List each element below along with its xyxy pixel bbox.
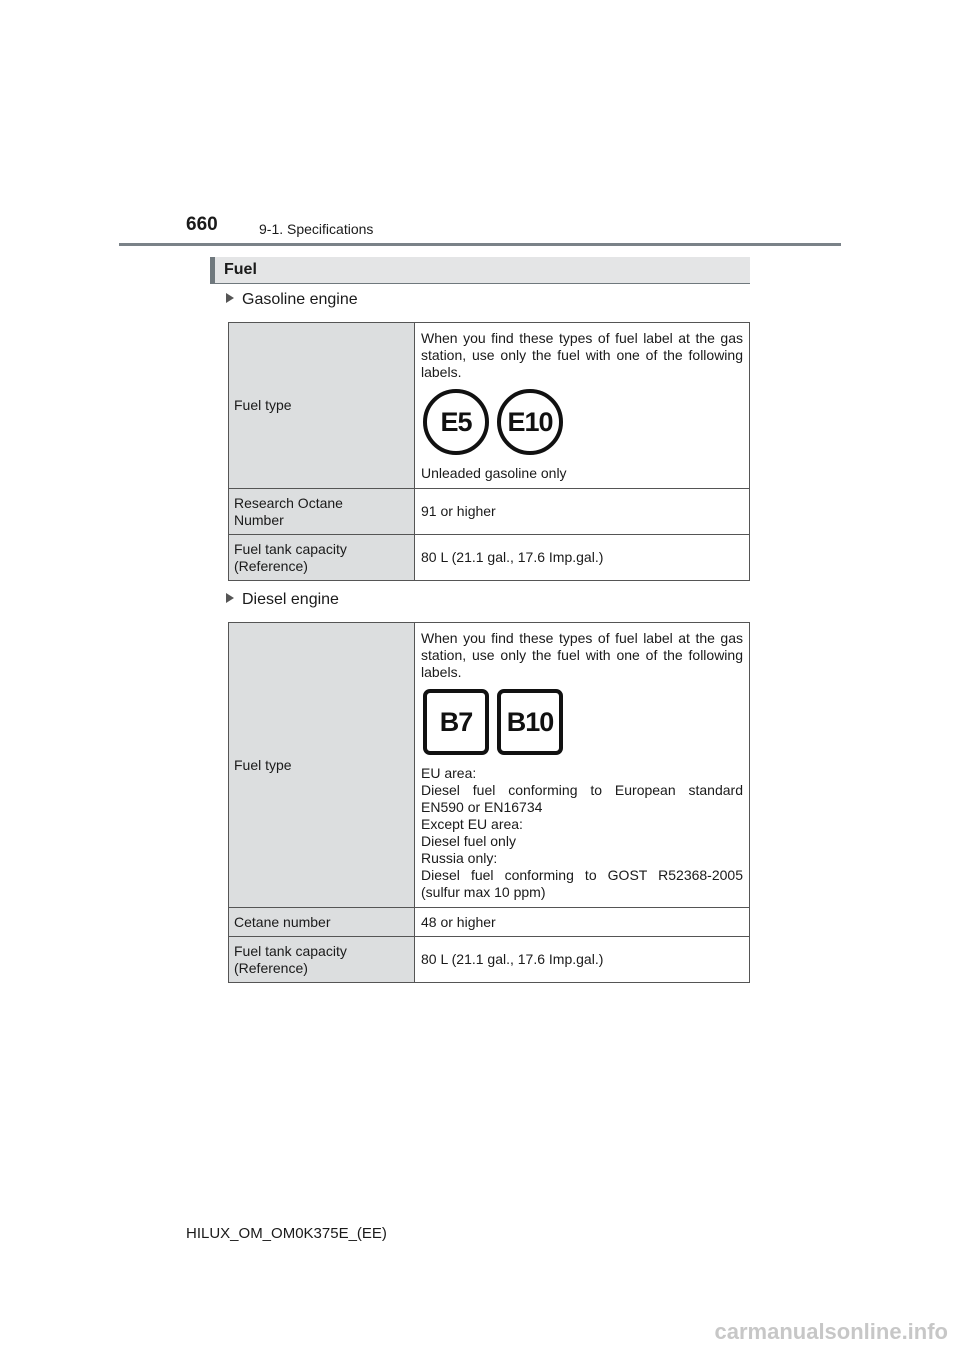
diesel-fuel-type-intro: When you find these types of fuel label at the gas station, use only the fuel with one of the following labels. <box>421 630 743 680</box>
b10-fuel-label-icon: B10 <box>497 689 563 755</box>
gasoline-capacity-value: 80 L (21.1 gal., 17.6 Imp.gal.) <box>415 535 750 581</box>
gasoline-fuel-type-note: Unleaded gasoline only <box>421 465 567 481</box>
octane-label <box>229 489 415 535</box>
diesel-note-non-eu-text: Diesel fuel only <box>421 833 516 849</box>
gasoline-capacity-label-line-1: Fuel tank capacity <box>234 540 347 557</box>
gasoline-spec-table <box>228 322 750 581</box>
e5-fuel-label-icon: E5 <box>423 389 489 455</box>
watermark: carmanualsonline.info <box>714 1319 948 1344</box>
footer-document-code: HILUX_OM_OM0K375E_(EE) <box>186 1225 387 1242</box>
triangle-bullet-icon <box>226 593 234 603</box>
diesel-note-russia-heading: Russia only: <box>421 850 498 866</box>
diesel-fuel-labels <box>423 689 743 755</box>
table-row <box>229 323 750 489</box>
diesel-note-eu-heading: EU area: <box>421 765 477 781</box>
table-row <box>229 489 750 535</box>
gasoline-engine-subhead <box>226 291 358 309</box>
table-row <box>229 623 750 908</box>
diesel-note-russia-text: Diesel fuel conforming to GOST R52368-2005 (sulfur max 10 ppm) <box>421 867 743 900</box>
octane-label-line-1: Research Octane <box>234 494 343 511</box>
diesel-capacity-label-line-1: Fuel tank capacity <box>234 942 347 959</box>
e10-fuel-label-icon: E10 <box>497 389 563 455</box>
octane-label-line-2: Number <box>234 511 284 528</box>
gasoline-capacity-label-line-2: (Reference) <box>234 557 308 574</box>
diesel-fuel-type-value <box>415 623 750 908</box>
triangle-bullet-icon <box>226 293 234 303</box>
diesel-note-eu-text: Diesel fuel conforming to European standard EN590 or EN16734 <box>421 782 743 815</box>
page-number: 660 <box>186 214 218 235</box>
table-row <box>229 908 750 937</box>
fuel-heading-text: Fuel <box>224 261 257 278</box>
section-title: 9-1. Specifications <box>259 221 374 237</box>
diesel-engine-subhead <box>226 591 339 609</box>
fuel-heading <box>210 257 750 284</box>
gasoline-fuel-type-label: Fuel type <box>229 323 415 489</box>
table-row <box>229 535 750 581</box>
b7-fuel-label-icon: B7 <box>423 689 489 755</box>
octane-value: 91 or higher <box>415 489 750 535</box>
gasoline-fuel-type-value <box>415 323 750 489</box>
cetane-label: Cetane number <box>229 908 415 937</box>
diesel-capacity-value: 80 L (21.1 gal., 17.6 Imp.gal.) <box>415 937 750 983</box>
diesel-spec-table <box>228 622 750 983</box>
gasoline-engine-title: Gasoline engine <box>242 291 358 308</box>
table-row <box>229 937 750 983</box>
header-rule <box>119 243 841 246</box>
gasoline-capacity-label <box>229 535 415 581</box>
cetane-value: 48 or higher <box>415 908 750 937</box>
gasoline-fuel-type-intro: When you find these types of fuel label at the gas station, use only the fuel with one of the following labels. <box>421 330 743 380</box>
diesel-fuel-type-label: Fuel type <box>229 623 415 908</box>
gasoline-fuel-labels <box>423 389 743 455</box>
diesel-note-non-eu-heading: Except EU area: <box>421 816 523 832</box>
diesel-capacity-label-line-2: (Reference) <box>234 959 308 976</box>
diesel-capacity-label <box>229 937 415 983</box>
diesel-engine-title: Diesel engine <box>242 591 339 608</box>
